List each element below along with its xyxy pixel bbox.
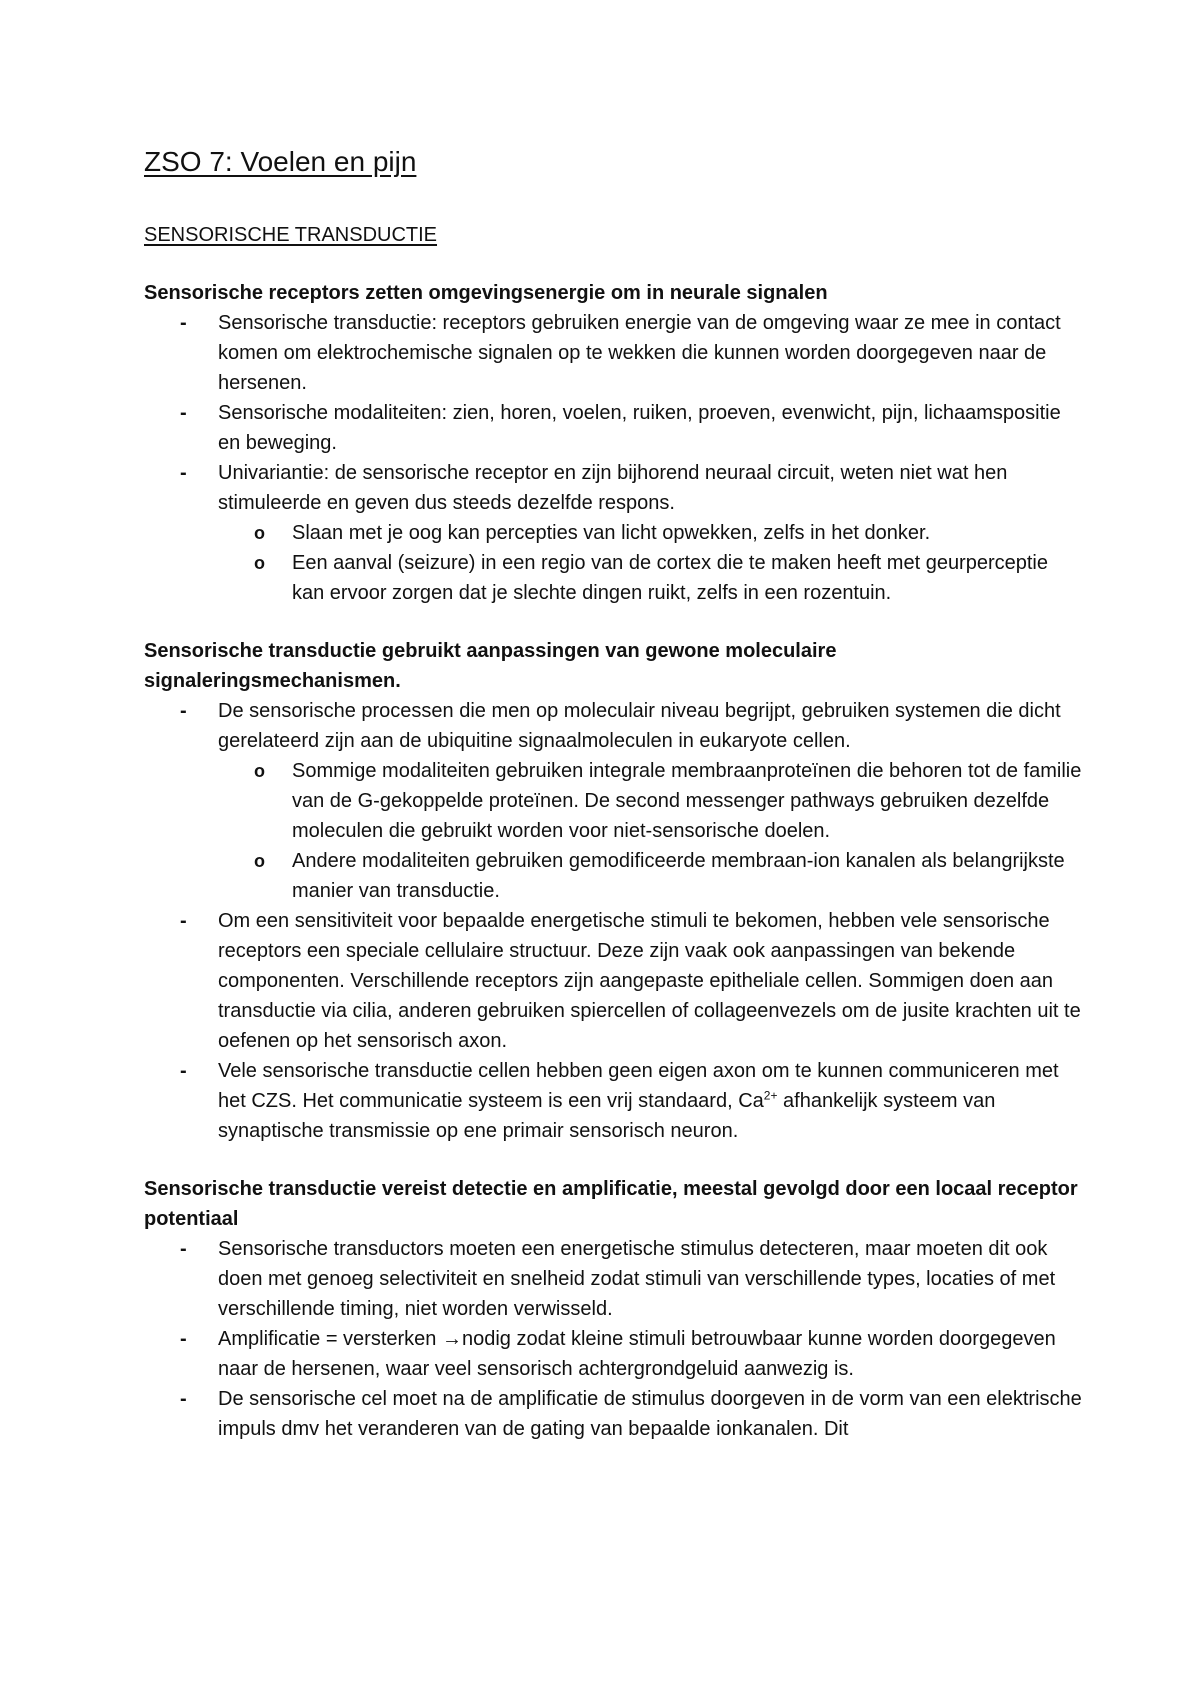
list-item	[144, 398, 1084, 458]
dash-bullet: -	[180, 1060, 187, 1082]
list-item	[144, 1234, 1084, 1324]
sub-list-item	[218, 756, 1084, 846]
sub-list-item	[218, 846, 1084, 906]
sub-list-item-text: Andere modaliteiten gebruiken gemodificeerde membraan-ion kanalen als belangrijkste manier van transductie.	[292, 850, 1065, 902]
section-detection-amplification	[144, 1174, 1084, 1444]
circle-bullet: o	[254, 523, 265, 543]
dash-bullet: -	[180, 1328, 187, 1350]
dash-bullet: -	[180, 700, 187, 722]
dash-bullet: -	[180, 402, 187, 424]
list-item	[144, 696, 1084, 906]
list-item	[144, 1324, 1084, 1384]
dash-bullet: -	[180, 462, 187, 484]
circle-bullet: o	[254, 553, 265, 573]
list-item	[144, 308, 1084, 398]
superscript-charge: 2+	[763, 1088, 778, 1103]
bullet-list	[144, 308, 1084, 608]
chapter-heading: SENSORISCHE TRANSDUCTIE	[144, 224, 438, 246]
section-title: Sensorische transductie vereist detectie en amplificatie, meestal gevolgd door een locaal receptor potentiaal	[144, 1178, 1078, 1230]
dash-bullet: -	[180, 910, 187, 932]
list-item-text: Sensorische transductie: receptors gebruiken energie van de omgeving waar ze mee in contact komen om elektrochemische signalen op te wekken die kunnen worden doorgegeven naar de hersenen.	[218, 312, 1061, 394]
list-item-text: Sensorische modaliteiten: zien, horen, voelen, ruiken, proeven, evenwicht, pijn, lichaamspositie en beweging.	[218, 402, 1061, 454]
list-item-text: Amplificatie = versterken →nodig zodat kleine stimuli betrouwbaar kunne worden doorgegeven naar de hersenen, waar veel sensorisch achtergrondgeluid aanwezig is.	[218, 1328, 1056, 1380]
list-item-text: Univariantie: de sensorische receptor en zijn bijhorend neuraal circuit, weten niet wat hen stimuleerde en geven dus steeds dezelfde respons.	[218, 462, 1008, 514]
text-run: Vele sensorische transductie cellen hebben geen eigen axon om te kunnen communiceren met het CZS. Het communicatie systeem is een vrij standaard, Ca	[218, 1060, 1059, 1112]
sub-bullet-list	[218, 518, 1084, 608]
document-title: ZSO 7: Voelen en pijn	[144, 146, 417, 177]
sub-bullet-list	[218, 756, 1084, 906]
circle-bullet: o	[254, 761, 265, 781]
bullet-list	[144, 1234, 1084, 1444]
list-item	[144, 906, 1084, 1056]
circle-bullet: o	[254, 851, 265, 871]
sub-list-item	[218, 518, 1084, 548]
section-molecular-signaling	[144, 636, 1084, 1146]
dash-bullet: -	[180, 1388, 187, 1410]
text-run: afhankelijk systeem van synaptische transmissie op ene primair sensorisch neuron.	[218, 1090, 996, 1142]
list-item	[144, 458, 1084, 608]
document-body	[144, 278, 1084, 1444]
list-item-text: Sensorische transductors moeten een energetische stimulus detecteren, maar moeten dit ook doen met genoeg selectiviteit en snelheid zodat stimuli van verschillende types, locaties of met verschillende timing, niet worden verwisseld.	[218, 1238, 1056, 1320]
section-sensory-receptors	[144, 278, 1084, 608]
list-item-text: De sensorische cel moet na de amplificatie de stimulus doorgeven in de vorm van een elektrische impuls dmv het veranderen van de gating van bepaalde ionkanalen. Dit	[218, 1388, 1082, 1440]
list-item-text: De sensorische processen die men op moleculair niveau begrijpt, gebruiken systemen die dicht gerelateerd zijn aan de ubiquitine signaalmoleculen in eukaryote cellen.	[218, 700, 1061, 752]
section-title: Sensorische transductie gebruikt aanpassingen van gewone moleculaire signaleringsmechanismen.	[144, 640, 837, 692]
sub-list-item-text: Een aanval (seizure) in een regio van de cortex die te maken heeft met geurperceptie kan ervoor zorgen dat je slechte dingen ruikt, zelfs in een rozentuin.	[292, 552, 1048, 604]
bullet-list	[144, 696, 1084, 1146]
sub-list-item-text: Slaan met je oog kan percepties van licht opwekken, zelfs in het donker.	[292, 522, 931, 544]
dash-bullet: -	[180, 312, 187, 334]
list-item-text: Om een sensitiviteit voor bepaalde energetische stimuli te bekomen, hebben vele sensorische receptors een speciale cellulaire structuur. Deze zijn vaak ook aanpassingen van bekende componenten. Verschillende receptors zijn aangepaste epitheliale cellen. Sommigen doen aan transductie via cilia, anderen gebruiken spiercellen of collageenvezels om de jusite krachten uit te oefenen op het sensorisch axon.	[218, 910, 1081, 1052]
list-item-text	[218, 1060, 1059, 1142]
sub-list-item-text: Sommige modaliteiten gebruiken integrale membraanproteïnen die behoren tot de familie van de G-gekoppelde proteïnen. De second messenger pathways gebruiken dezelfde moleculen die gebruikt worden voor niet-sensorische doelen.	[292, 760, 1082, 842]
section-title: Sensorische receptors zetten omgevingsenergie om in neurale signalen	[144, 282, 828, 304]
dash-bullet: -	[180, 1238, 187, 1260]
sub-list-item	[218, 548, 1084, 608]
list-item	[144, 1384, 1084, 1444]
list-item	[144, 1056, 1084, 1146]
